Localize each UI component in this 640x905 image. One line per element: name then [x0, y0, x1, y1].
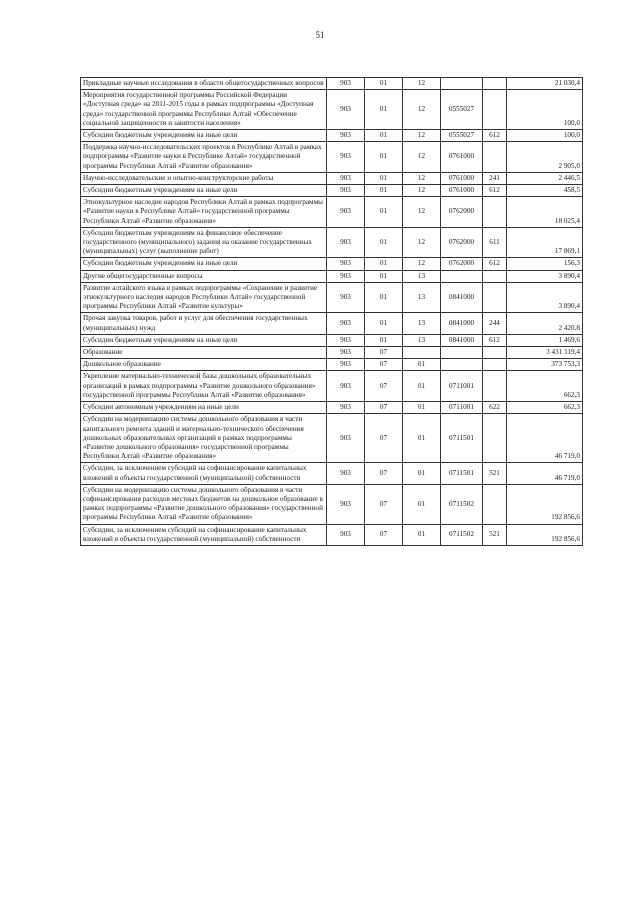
table-row: [81, 142, 583, 173]
section-code: 07: [365, 347, 403, 359]
amount: 2 420,8: [507, 313, 583, 334]
expense-type-code: [483, 282, 507, 313]
target-article-code: 0711001: [441, 371, 483, 402]
expense-type-code: 521: [483, 463, 507, 484]
item-name: Образование: [81, 347, 327, 359]
target-article-code: 0841000: [441, 282, 483, 313]
amount: 458,5: [507, 185, 583, 197]
table-row: [81, 334, 583, 346]
ministry-code: 903: [327, 334, 365, 346]
amount: 100,0: [507, 130, 583, 142]
table-row: [81, 130, 583, 142]
ministry-code: 903: [327, 484, 365, 524]
section-code: 01: [365, 142, 403, 173]
subsection-code: 12: [403, 90, 441, 130]
ministry-code: 903: [327, 359, 365, 371]
ministry-code: 903: [327, 402, 365, 414]
amount: 156,3: [507, 258, 583, 270]
amount: 3 890,4: [507, 282, 583, 313]
target-article-code: [441, 347, 483, 359]
expense-type-code: [483, 90, 507, 130]
table-row: [81, 371, 583, 402]
target-article-code: 0761000: [441, 142, 483, 173]
amount: 373 753,3: [507, 359, 583, 371]
section-code: 01: [365, 130, 403, 142]
section-code: 07: [365, 484, 403, 524]
expense-type-code: 612: [483, 258, 507, 270]
section-code: 01: [365, 258, 403, 270]
item-name: Этнокультурное наследие народов Республики Алтай в рамках подпрограммы «Развитие науки в Республике Алтай» государственной программы Республики Алтай «Развитие образования»: [81, 197, 327, 228]
table-row: [81, 78, 583, 90]
item-name: Субсидии бюджетным учреждениям на иные цели: [81, 258, 327, 270]
subsection-code: 01: [403, 359, 441, 371]
subsection-code: 13: [403, 313, 441, 334]
target-article-code: [441, 270, 483, 282]
target-article-code: 0762000: [441, 258, 483, 270]
amount: 2 905,0: [507, 142, 583, 173]
table-row: [81, 359, 583, 371]
ministry-code: 903: [327, 142, 365, 173]
amount: 100,0: [507, 90, 583, 130]
section-code: 07: [365, 414, 403, 463]
expense-type-code: [483, 359, 507, 371]
ministry-code: 903: [327, 414, 365, 463]
expense-type-code: [483, 197, 507, 228]
section-code: 01: [365, 282, 403, 313]
item-name: Прочая закупка товаров, работ и услуг для обеспечения государственных (муниципальных) нужд: [81, 313, 327, 334]
expense-type-code: 612: [483, 130, 507, 142]
subsection-code: 12: [403, 172, 441, 184]
item-name: Другие общегосударственные вопросы: [81, 270, 327, 282]
ministry-code: 903: [327, 371, 365, 402]
table-row: [81, 258, 583, 270]
item-name: Субсидии, за исключением субсидий на софинансирование капитальных вложений в объекты государственной (муниципальной) собственности: [81, 524, 327, 545]
item-name: Субсидии на модернизацию системы дошкольного образования в части софинансирования расходов местных бюджетов на дошкольное образование в рамках подпрограммы «Развитие дошкольного образования» государственной программы Республики Алтай «Развитие образования»: [81, 484, 327, 524]
item-name: Субсидии бюджетным учреждениям на иные цели: [81, 334, 327, 346]
target-article-code: 0711502: [441, 484, 483, 524]
expense-type-code: 241: [483, 172, 507, 184]
section-code: 01: [365, 334, 403, 346]
target-article-code: 0761000: [441, 185, 483, 197]
item-name: Поддержка научно-исследовательских проектов в Республике Алтай в рамках подпрограммы «Развитие науки в Республике Алтай» государственной программы Республики Алтай «Развитие образования»: [81, 142, 327, 173]
subsection-code: 12: [403, 185, 441, 197]
table-row: [81, 90, 583, 130]
item-name: Укрепление материально-технической базы дошкольных образовательных организаций в рамках подпрограммы «Развитие дошкольного образования» государственной программы Республики Алтай «Развитие образования»: [81, 371, 327, 402]
expense-type-code: 612: [483, 334, 507, 346]
subsection-code: 12: [403, 130, 441, 142]
subsection-code: [403, 347, 441, 359]
ministry-code: 903: [327, 270, 365, 282]
table-row: [81, 484, 583, 524]
ministry-code: 903: [327, 524, 365, 545]
expense-type-code: [483, 484, 507, 524]
subsection-code: 01: [403, 484, 441, 524]
amount: 192 856,6: [507, 484, 583, 524]
target-article-code: 0841000: [441, 313, 483, 334]
amount: 662,3: [507, 402, 583, 414]
ministry-code: 903: [327, 90, 365, 130]
amount: 21 030,4: [507, 78, 583, 90]
expense-type-code: [483, 78, 507, 90]
expense-type-code: 521: [483, 524, 507, 545]
ministry-code: 903: [327, 227, 365, 258]
subsection-code: 01: [403, 402, 441, 414]
target-article-code: 0761000: [441, 172, 483, 184]
section-code: 01: [365, 172, 403, 184]
item-name: Субсидии бюджетным учреждениям на иные цели: [81, 185, 327, 197]
expense-type-code: 611: [483, 227, 507, 258]
table-row: [81, 524, 583, 545]
item-name: Развитие алтайского языка в рамках подпрограммы «Сохранение и развитие этнокультурного наследия народов Республики Алтай» государственной программы Республики Алтай «Развитие культуры»: [81, 282, 327, 313]
ministry-code: 903: [327, 313, 365, 334]
table-row: [81, 197, 583, 228]
target-article-code: 0711501: [441, 414, 483, 463]
target-article-code: 0762000: [441, 197, 483, 228]
target-article-code: 0555027: [441, 90, 483, 130]
subsection-code: 12: [403, 258, 441, 270]
table-row: [81, 463, 583, 484]
subsection-code: 01: [403, 371, 441, 402]
item-name: Субсидии бюджетным учреждениям на финансовое обеспечение государственного (муниципального) задания на оказание государственных (муниципальных) услуг (выполнение работ): [81, 227, 327, 258]
expense-type-code: 244: [483, 313, 507, 334]
target-article-code: 0711501: [441, 463, 483, 484]
table-row: [81, 414, 583, 463]
item-name: Субсидии автономным учреждениям на иные цели: [81, 402, 327, 414]
amount: 192 856,6: [507, 524, 583, 545]
table-row: [81, 172, 583, 184]
section-code: 07: [365, 524, 403, 545]
amount: 3 431 119,4: [507, 347, 583, 359]
table-row: [81, 270, 583, 282]
subsection-code: 13: [403, 270, 441, 282]
ministry-code: 903: [327, 258, 365, 270]
table-row: [81, 185, 583, 197]
section-code: 07: [365, 359, 403, 371]
expense-type-code: [483, 142, 507, 173]
amount: 1 469,6: [507, 334, 583, 346]
table-row: [81, 227, 583, 258]
ministry-code: 903: [327, 347, 365, 359]
table-row: [81, 313, 583, 334]
ministry-code: 903: [327, 130, 365, 142]
target-article-code: 0555027: [441, 130, 483, 142]
amount: 46 719,0: [507, 414, 583, 463]
amount: 46 719,0: [507, 463, 583, 484]
item-name: Прикладные научные исследования в области общегосударственных вопросов: [81, 78, 327, 90]
expense-type-code: 612: [483, 185, 507, 197]
item-name: Мероприятия государственной программы Российской Федерации «Доступная среда» на 2011-2015 годы в рамках подпрограммы «Доступная среда» государственной программы Республики Алтай «Обеспечение социальной защищенности и занятости населения»: [81, 90, 327, 130]
section-code: 01: [365, 270, 403, 282]
section-code: 01: [365, 197, 403, 228]
item-name: Субсидии на модернизацию системы дошкольного образования в части капитального ремонта зданий и материально-технического обеспечения дошкольных образовательных организаций в рамках подпрограммы «Развитие дошкольного образования» государственной программы Республики Алтай «Развитие образования»: [81, 414, 327, 463]
ministry-code: 903: [327, 463, 365, 484]
subsection-code: 12: [403, 197, 441, 228]
ministry-code: 903: [327, 172, 365, 184]
section-code: 01: [365, 185, 403, 197]
ministry-code: 903: [327, 197, 365, 228]
item-name: Дошкольное образование: [81, 359, 327, 371]
budget-table: [80, 77, 583, 546]
expense-type-code: 622: [483, 402, 507, 414]
table-row: [81, 402, 583, 414]
section-code: 01: [365, 90, 403, 130]
subsection-code: 13: [403, 334, 441, 346]
target-article-code: [441, 359, 483, 371]
section-code: 01: [365, 78, 403, 90]
target-article-code: 0762000: [441, 227, 483, 258]
subsection-code: 01: [403, 414, 441, 463]
target-article-code: [441, 78, 483, 90]
item-name: Научно-исследовательские и опытно-конструкторские работы: [81, 172, 327, 184]
section-code: 07: [365, 371, 403, 402]
amount: 662,3: [507, 371, 583, 402]
subsection-code: 12: [403, 78, 441, 90]
ministry-code: 903: [327, 185, 365, 197]
amount: 17 869,1: [507, 227, 583, 258]
item-name: Субсидии, за исключением субсидий на софинансирование капитальных вложений в объекты государственной (муниципальной) собственности: [81, 463, 327, 484]
section-code: 07: [365, 463, 403, 484]
table-body: [81, 78, 583, 546]
subsection-code: 13: [403, 282, 441, 313]
subsection-code: 12: [403, 227, 441, 258]
amount: 18 025,4: [507, 197, 583, 228]
page-number: 51: [315, 30, 325, 40]
table-row: [81, 282, 583, 313]
subsection-code: 01: [403, 463, 441, 484]
expense-type-code: [483, 270, 507, 282]
target-article-code: 0841000: [441, 334, 483, 346]
expense-type-code: [483, 347, 507, 359]
item-name: Субсидии бюджетным учреждениям на иные цели: [81, 130, 327, 142]
expense-type-code: [483, 414, 507, 463]
target-article-code: 0711502: [441, 524, 483, 545]
ministry-code: 903: [327, 282, 365, 313]
target-article-code: 0711001: [441, 402, 483, 414]
expense-type-code: [483, 371, 507, 402]
table-row: [81, 347, 583, 359]
subsection-code: 01: [403, 524, 441, 545]
ministry-code: 903: [327, 78, 365, 90]
amount: 2 446,5: [507, 172, 583, 184]
section-code: 01: [365, 227, 403, 258]
amount: 3 890,4: [507, 270, 583, 282]
section-code: 07: [365, 402, 403, 414]
section-code: 01: [365, 313, 403, 334]
subsection-code: 12: [403, 142, 441, 173]
